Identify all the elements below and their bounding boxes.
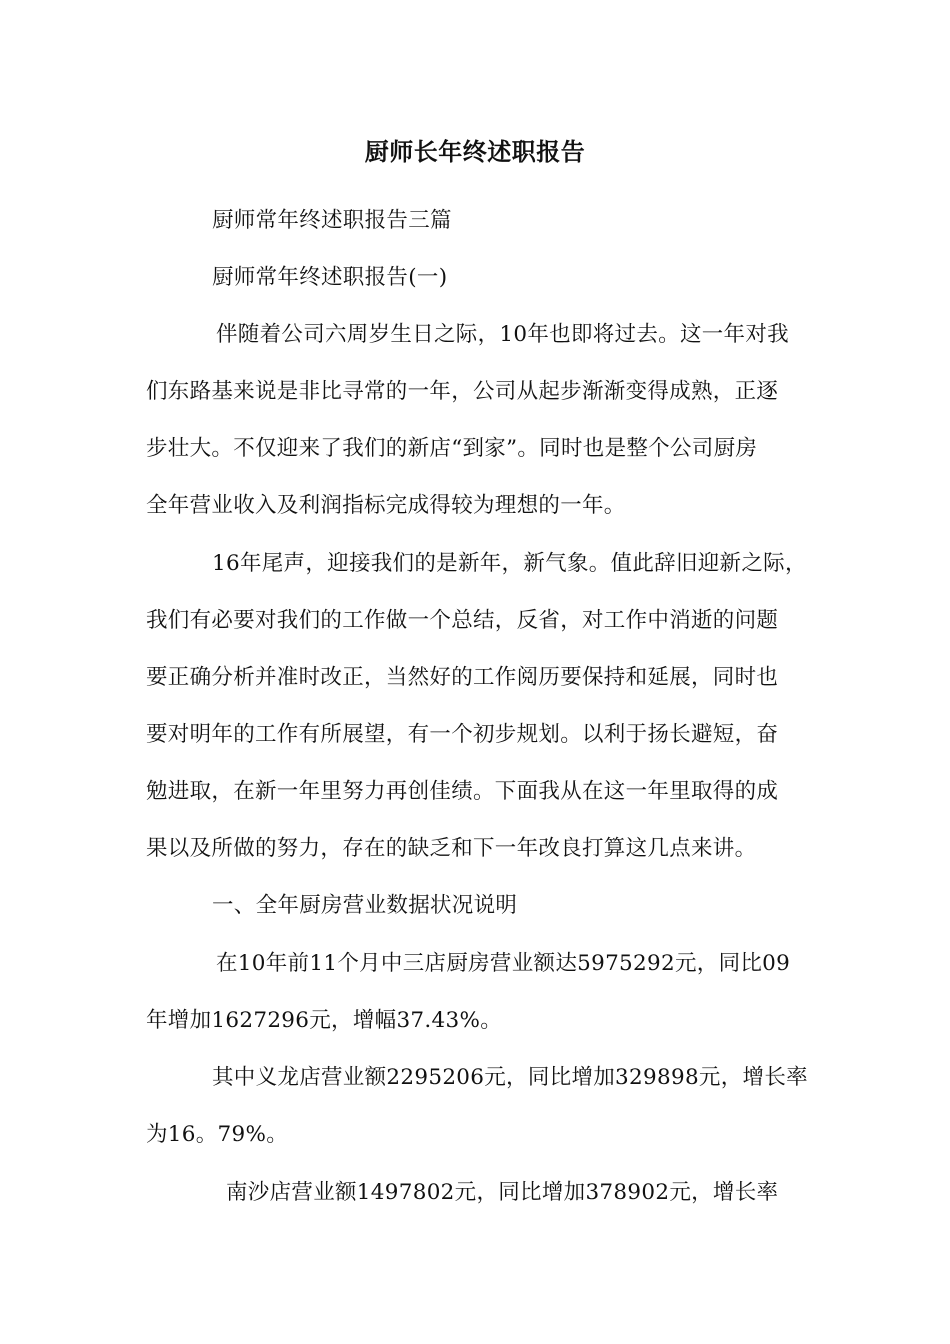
paragraph-line: 其中义龙店营业额2295206元，同比增加329898元，增长率 [212,1065,808,1090]
paragraph-line: 年增加1627296元，增幅37.43%。 [146,1008,503,1033]
paragraph-line: 我们有必要对我们的工作做一个总结，反省，对工作中消逝的问题 [146,608,779,633]
paragraph-line: 为16。79%。 [146,1122,289,1147]
paragraph-line: 果以及所做的努力，存在的缺乏和下一年改良打算这几点来讲。 [146,836,757,861]
paragraph-line: 伴随着公司六周岁生日之际，10年也即将过去。这一年对我 [216,322,789,347]
paragraph-line: 要正确分析并准时改正，当然好的工作阅历要保持和延展，同时也 [146,665,779,690]
paragraph-line: 勉进取，在新一年里努力再创佳绩。下面我从在这一年里取得的成 [146,779,779,804]
subtitle-line: 厨师常年终述职报告三篇 [212,208,452,233]
document-title: 厨师长年终述职报告 [364,138,586,166]
paragraph-line: 要对明年的工作有所展望，有一个初步规划。以利于扬长避短，奋 [146,722,779,747]
paragraph-line: 步壮大。不仅迎来了我们的新店“到家”。同时也是整个公司厨房 [146,436,758,461]
paragraph-line: 在10年前11个月中三店厨房营业额达5975292元，同比09 [216,951,791,976]
paragraph-line: 16年尾声，迎接我们的是新年，新气象。值此辞旧迎新之际， [212,551,807,576]
paragraph-line: 全年营业收入及利润指标完成得较为理想的一年。 [146,493,626,518]
section-heading-line: 一、全年厨房营业数据状况说明 [212,893,518,918]
paragraph-line: 南沙店营业额1497802元，同比增加378902元，增长率 [226,1180,779,1205]
section-heading-line: 厨师常年终述职报告(一) [212,265,448,290]
paragraph-line: 们东路基来说是非比寻常的一年，公司从起步渐渐变得成熟，正逐 [146,379,779,404]
